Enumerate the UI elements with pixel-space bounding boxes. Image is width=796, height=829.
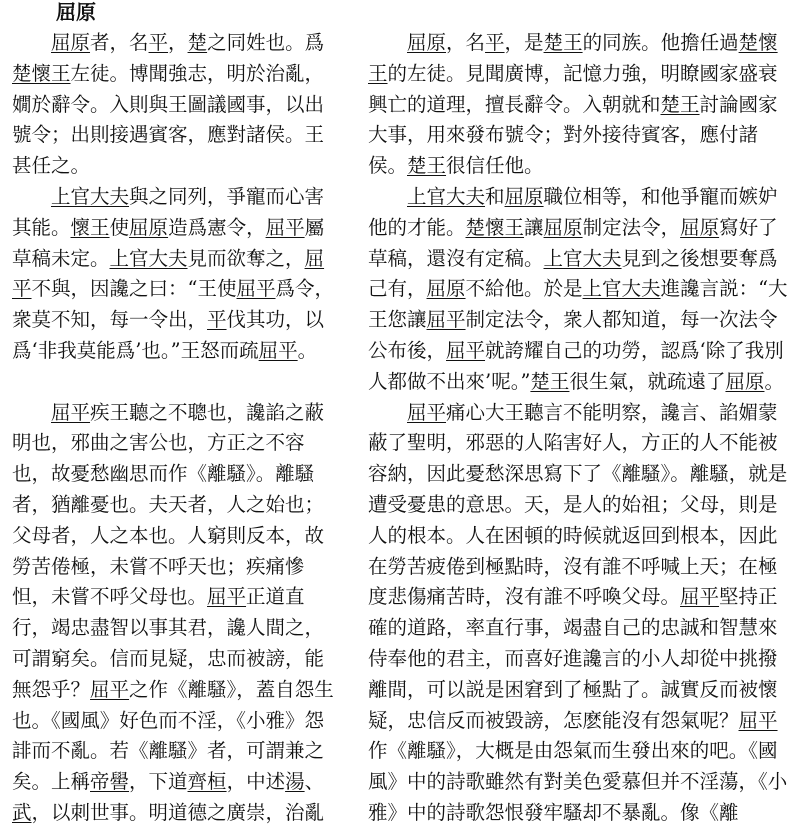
text-run: 使: [109, 215, 130, 239]
proper-name: 屈原: [129, 215, 169, 239]
text-run: ，中述: [226, 770, 286, 794]
proper-name: 屈平: [207, 585, 247, 609]
text-run: 屬草稿未定。: [12, 215, 325, 270]
proper-name: 楚懷王: [12, 61, 71, 85]
proper-name: 屈平: [446, 338, 486, 362]
proper-name: 屈原: [543, 215, 583, 239]
proper-name: 屈平: [51, 400, 91, 424]
proper-name: 平: [485, 31, 505, 54]
text-run: ，: [168, 31, 188, 54]
paragraph-gap: [12, 367, 342, 398]
text-run: 與之同列，爭寵而心害其能。: [12, 184, 325, 239]
text-run: 痛心大王聽言不能明察，讒言、諂媚蒙蔽了聖明，邪惡的人陷害好人，方正的人不能被容納，因此憂愁深思寫下了《離騷》。離騷，就是遭受憂患的意思。天，是人的始祖；父母，則是人的根本。人在困頓的時候就返回到根本，因此在勞苦疲倦到極點時，沒有誰不呼喊上天；在極度悲傷痛苦時，沒有誰不呼喚父母。: [368, 400, 788, 609]
classical-paragraph-2: [12, 182, 342, 367]
proper-name: 屈平: [12, 246, 325, 301]
text-run: 很生氣，就疏遠了: [569, 369, 726, 393]
text-run: 作《離騷》，大概是由怨氣而生發出來的吧。《國風》中的詩歌雖然有對美色愛慕但并不淫蕩，《小雅》中的詩歌怨恨發牢騷却不暴亂。像《離: [368, 739, 788, 824]
proper-name: 楚: [187, 31, 208, 54]
proper-name: 上官大夫: [582, 277, 661, 301]
proper-name: 屈平: [738, 708, 778, 732]
proper-name: 楚王: [543, 31, 583, 54]
translation-paragraph-2: [368, 182, 788, 398]
proper-name: 屈原: [725, 369, 765, 393]
translation-paragraph-3: [368, 398, 788, 829]
text-run: 寫好了草稿，還沒有定稿。: [368, 215, 778, 270]
text-run: 造爲憲令，: [168, 215, 266, 239]
proper-name: 屈原: [426, 277, 466, 301]
text-run: 之作《離騷》，蓋自怨生也。《國風》好色而不淫，《小雅》怨誹而不亂。若《離騷》者，可謂兼之矣。上稱: [12, 677, 334, 794]
proper-name: 楚懷王: [368, 31, 778, 85]
text-run: 制定法令，: [582, 215, 681, 239]
text-run: 。: [297, 338, 318, 362]
proper-name: 平: [207, 308, 227, 332]
text-run: 的左徒。見聞廣博，記憶力強，明瞭國家盛衰興亡的道理，擅長辭令。入朝就和: [368, 61, 778, 116]
classical-paragraph-3: [12, 398, 342, 829]
text-run: 爲令，衆莫不知，每一令出，: [12, 277, 335, 332]
text-run: ，下道: [129, 770, 188, 794]
text-run: 很信任他。: [446, 154, 544, 178]
proper-name: 屈平: [90, 677, 130, 701]
proper-name: 上官大夫: [51, 184, 130, 208]
proper-name: 平: [148, 31, 169, 54]
text-run: 不給他。於是: [465, 277, 583, 301]
proper-name: 屈平: [426, 308, 466, 332]
classical-paragraph-1: [12, 28, 342, 182]
text-run: 進讒言説：“大王您讓: [368, 277, 788, 332]
proper-name: 上官大夫: [543, 246, 622, 270]
proper-name: 上官大夫: [109, 246, 188, 270]
text-run: 正道直行，竭忠盡智以事其君，讒人間之，可謂窮矣。信而見疑，忠而被謗，能無怨乎？: [12, 585, 325, 701]
text-run: 左徒。博聞強志，明於治亂，嫺於辭令。入則與王圖議國事，以出號令；出則接遇賓客，應對諸侯。王甚任之。: [12, 61, 325, 178]
proper-name: 屈原: [504, 184, 544, 208]
text-run: 見到之後想要奪爲己有，: [368, 246, 778, 301]
proper-name: 齊桓: [187, 770, 227, 794]
text-run: 者，名: [90, 31, 149, 54]
text-run: 就誇耀自己的功勞，認爲‘除了我別人都做不出來’呢。”: [368, 338, 784, 393]
text-run: 。: [764, 369, 784, 393]
classical-text-column: [12, 28, 342, 829]
translation-text-column: [368, 28, 788, 829]
proper-name: 屈平: [236, 277, 276, 301]
proper-name: 楚王: [407, 154, 447, 178]
proper-name: 楚王: [530, 369, 570, 393]
text-run: ，以刺世事。明道德之廣崇，治亂: [31, 800, 325, 824]
text-run: 堅持正確的道路，率直行事，竭盡自己的忠誠和智慧來侍奉他的君主，而喜好進讒言的小人却從中挑撥離間，可以説是困窘到了極點了。誠實反而被懷疑，忠信反而被毀謗，怎麽能沒有怨氣呢？: [368, 585, 778, 732]
text-run: 見而欲奪之，: [187, 246, 305, 270]
proper-name: 屈平: [265, 215, 305, 239]
proper-name: 屈平: [258, 338, 298, 362]
proper-name: 屈平: [407, 400, 447, 424]
proper-name: 楚王: [660, 92, 700, 116]
proper-name: 上官大夫: [407, 184, 486, 208]
text-run: 職位相等，和他爭寵而嫉妒他的才能。: [368, 184, 778, 239]
text-run: ，是: [504, 31, 544, 54]
text-run: 疾王聽之不聰也，讒諂之蔽明也，邪曲之害公也，方正之不容也，故憂愁幽思而作《離騷》。離騷者，猶離憂也。夫天者，人之始也；父母者，人之本也。人窮則反本，故勞苦倦極，未嘗不呼天也；疾痛慘怛，未嘗不呼父母也。: [12, 400, 325, 609]
text-run: 伐其功，以爲‘非我莫能爲’也。”王怒而疏: [12, 308, 325, 362]
translation-paragraph-1: [368, 28, 788, 182]
proper-name: 屈平: [680, 585, 720, 609]
proper-name: 楚懷王: [465, 215, 525, 239]
text-run: ，名: [446, 31, 486, 54]
text-run: 之同姓也。爲: [207, 31, 325, 54]
proper-name: 武: [12, 800, 32, 824]
text-run: 不與，因讒之曰：“王使: [31, 277, 237, 301]
text-run: 的同族。他擔任過: [582, 31, 739, 54]
text-run: 、: [304, 770, 325, 794]
text-run: 制定法令，衆人都知道，每一次法令公布後，: [368, 308, 778, 362]
proper-name: 屈原: [407, 31, 447, 54]
section-title: 屈原: [56, 0, 96, 24]
text-run: 讓: [524, 215, 544, 239]
proper-name: 帝嚳: [90, 770, 130, 794]
proper-name: 湯: [285, 770, 305, 794]
proper-name: 懷王: [70, 215, 110, 239]
proper-name: 屈原: [680, 215, 720, 239]
text-run: 和: [485, 184, 505, 208]
proper-name: 屈原: [51, 31, 91, 54]
text-run: 討論國家大事，用來發布號令；對外接待賓客，應付諸侯。: [368, 92, 778, 178]
